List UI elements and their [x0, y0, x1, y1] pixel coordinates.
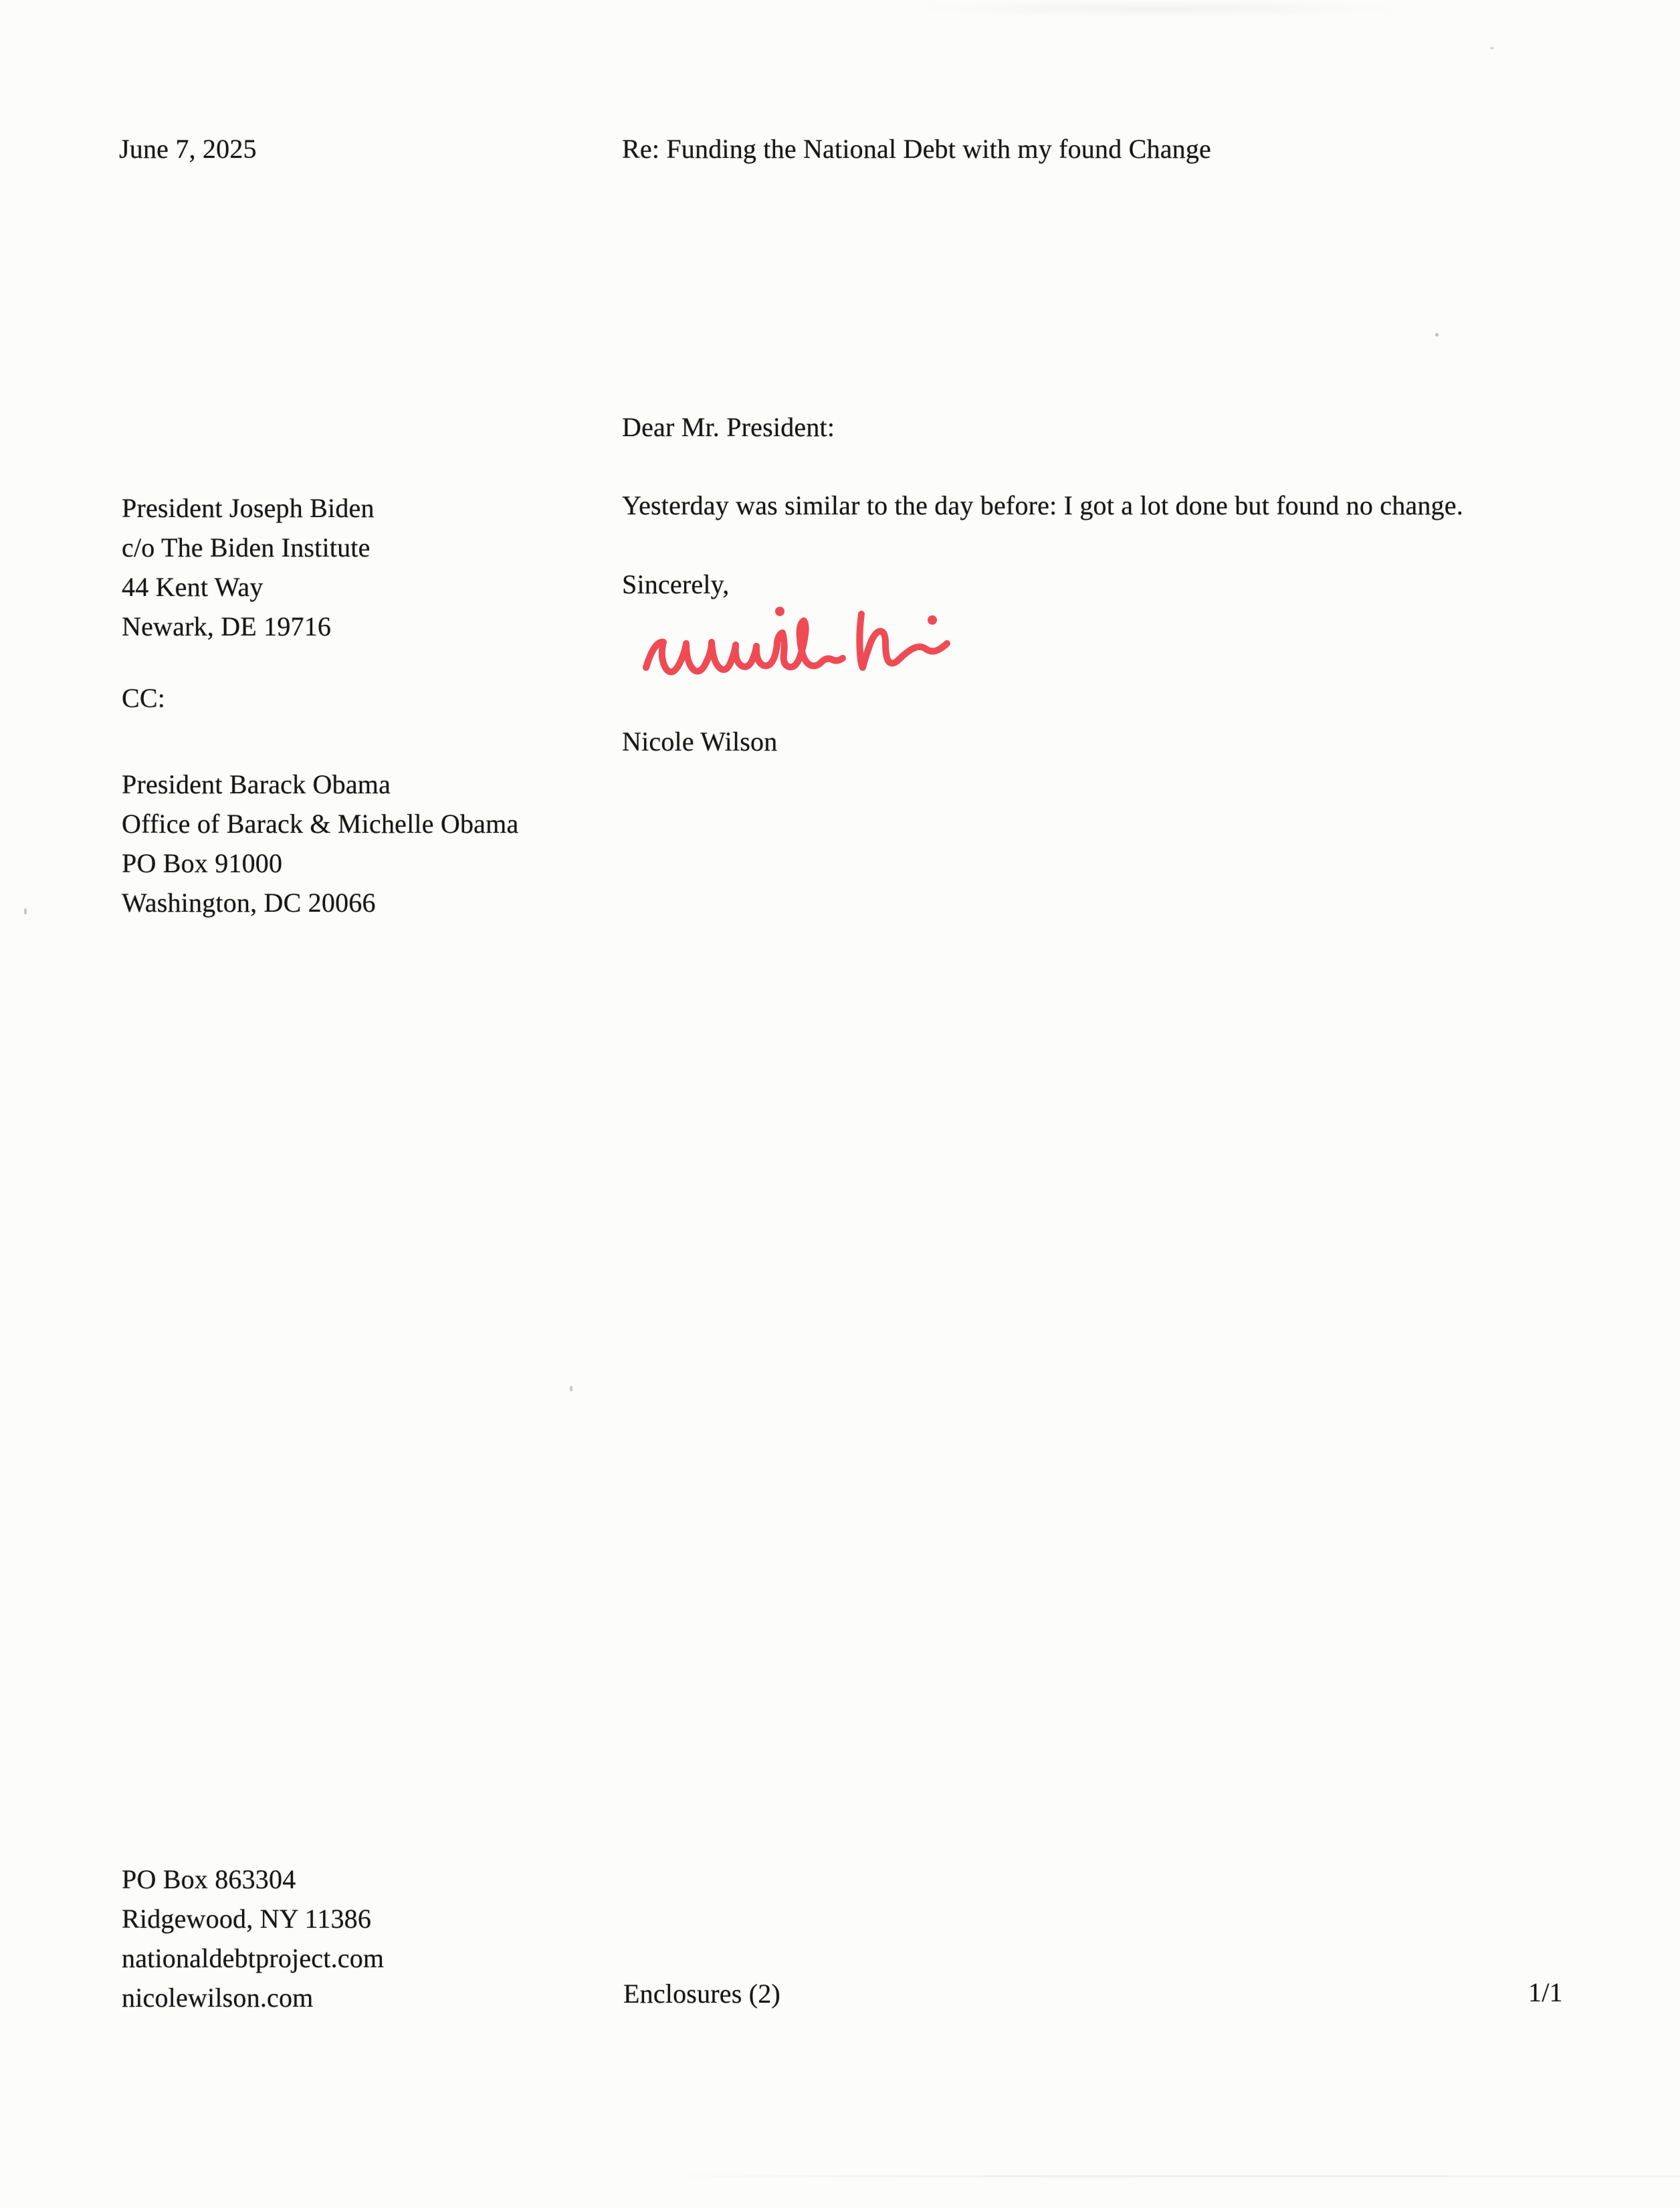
letter-subject-line: Re: Funding the National Debt with my found Change	[622, 134, 1211, 164]
body-text: Yesterday was similar to the day before: I got a lot done but found no change.	[622, 490, 1463, 520]
signer-name: Nicole Wilson	[622, 726, 778, 757]
scan-smudge	[903, 0, 1411, 17]
closing: Sincerely,	[622, 569, 730, 599]
salutation: Dear Mr. President:	[622, 412, 835, 442]
signature-stroke-first-word	[646, 621, 843, 672]
recipient-address-block	[122, 488, 375, 646]
enclosures-note: Enclosures (2)	[623, 1979, 780, 2009]
footer-line: PO Box 863304	[122, 1864, 296, 1894]
scan-speck	[24, 908, 27, 914]
recipient-line: Newark, DE 19716	[122, 611, 332, 641]
scan-speck	[1490, 47, 1494, 49]
scan-artifact-line	[642, 2175, 1680, 2177]
signature-scribble	[637, 601, 971, 694]
cc-line: PO Box 91000	[122, 848, 283, 878]
page-number: 1/1	[1528, 1977, 1563, 2007]
footer-line: nicolewilson.com	[122, 1983, 314, 2013]
letter-date: June 7, 2025	[119, 134, 257, 164]
cc-address-block	[122, 765, 518, 922]
signature-i-dot	[928, 615, 937, 625]
cc-line: Washington, DC 20066	[122, 888, 376, 918]
cc-line: President Barack Obama	[122, 769, 391, 799]
sender-footer-block	[122, 1860, 384, 2017]
footer-line: Ridgewood, NY 11386	[122, 1904, 372, 1934]
cc-label: CC:	[122, 683, 166, 713]
recipient-line: 44 Kent Way	[122, 572, 264, 602]
recipient-line: c/o The Biden Institute	[122, 532, 371, 563]
footer-line: nationaldebtproject.com	[122, 1943, 385, 1973]
scan-speck	[1435, 333, 1439, 336]
signature-i-dot	[775, 607, 784, 616]
recipient-line: President Joseph Biden	[122, 493, 375, 523]
scan-speck	[570, 1386, 572, 1391]
cc-line: Office of Barack & Michelle Obama	[122, 809, 519, 839]
